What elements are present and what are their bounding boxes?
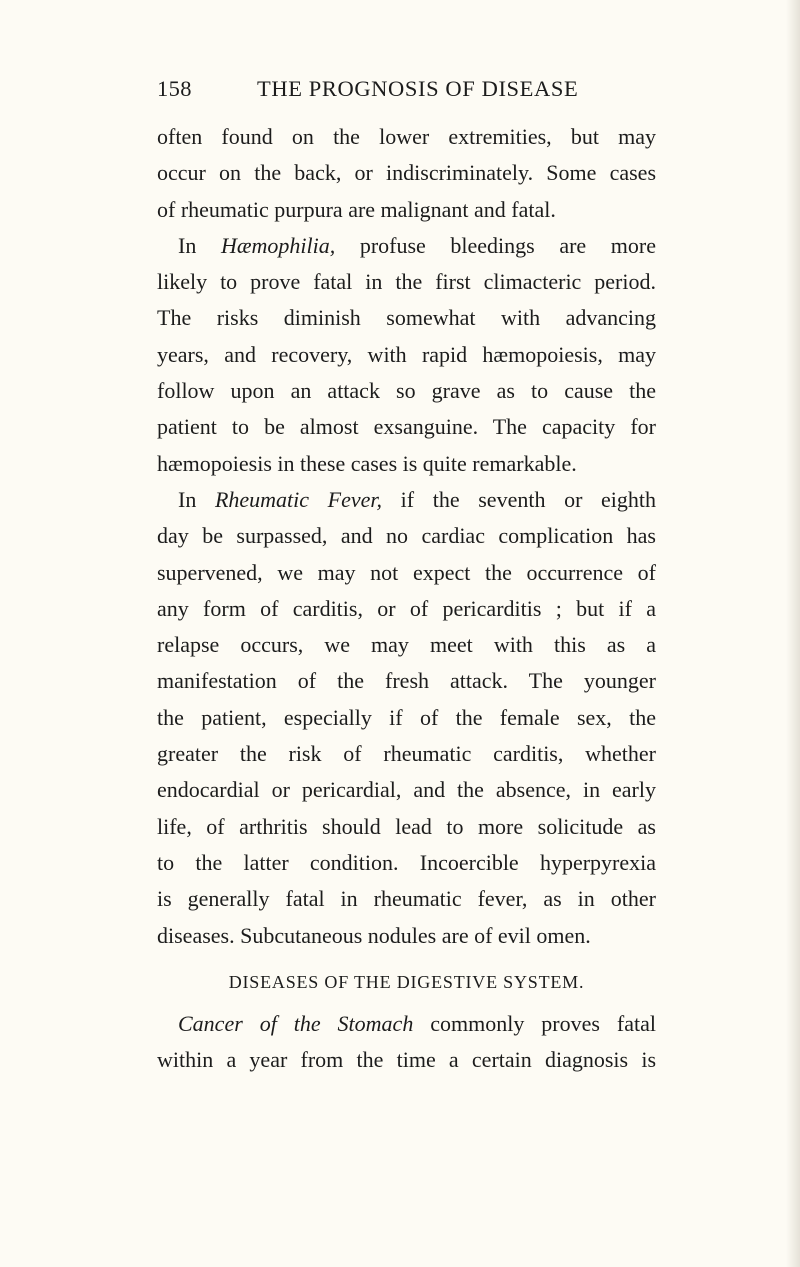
text-line: day be surpassed, and no cardiac complication has [157, 523, 656, 549]
text-line: of rheumatic purpura are malignant and fatal. [157, 196, 556, 222]
text-line: manifestation of the fresh attack. The younger [157, 668, 656, 694]
text-line: years, and recovery, with rapid hæmopoiesis, may [157, 341, 656, 367]
text-line: relapse occurs, we may meet with this as a [157, 632, 656, 658]
text-line: In Hæmophilia, profuse bleedings are more [178, 232, 656, 258]
text-line: diseases. Subcutaneous nodules are of evil omen. [157, 922, 591, 948]
term-haemophilia: Hæmophilia, [220, 232, 336, 258]
text-line: life, of arthritis should lead to more solicitude as [157, 813, 656, 839]
text-line: Cancer of the Stomach commonly proves fatal [178, 1011, 656, 1037]
running-head [157, 72, 657, 106]
text-line: often found on the lower extremities, but may [157, 124, 656, 149]
text-line: The risks diminish somewhat with advancing [157, 305, 656, 331]
page-number: 158 [157, 76, 192, 101]
text-line: patient to be almost exsanguine. The capacity for [157, 414, 656, 440]
text-line: supervened, we may not expect the occurrence of [157, 559, 656, 585]
text-line: any form of carditis, or of pericarditis ; but if a [157, 595, 656, 621]
text-line: occur on the back, or indiscriminately. Some cases [157, 160, 656, 186]
text-line: within a year from the time a certain diagnosis is [157, 1047, 656, 1073]
running-head-title: THE PROGNOSIS OF DISEASE [257, 76, 579, 101]
text-line: follow upon an attack so grave as to cause the [157, 378, 656, 404]
text-line: endocardial or pericardial, and the absence, in early [157, 777, 656, 803]
text-line: greater the risk of rheumatic carditis, whether [157, 741, 656, 767]
term-the-stomach: the Stomach [293, 1011, 414, 1037]
text-line: to the latter condition. Incoercible hyperpyrexia [157, 849, 656, 875]
text-line: hæmopoiesis in these cases is quite remarkable. [157, 450, 577, 476]
text-line: the patient, especially if of the female sex, the [157, 704, 656, 730]
text-line: likely to prove fatal in the first climacteric period. [157, 269, 656, 295]
body-text [157, 119, 656, 1079]
text-line: is generally fatal in rheumatic fever, as in other [157, 886, 656, 912]
term-cancer: Cancer [178, 1011, 243, 1037]
page-edge-shadow [786, 0, 800, 1267]
section-heading: DISEASES OF THE DIGESTIVE SYSTEM. [228, 971, 585, 992]
term-rheumatic-fever: Rheumatic Fever, [214, 486, 383, 512]
text-line: In Rheumatic Fever, if the seventh or eighth [178, 486, 657, 512]
